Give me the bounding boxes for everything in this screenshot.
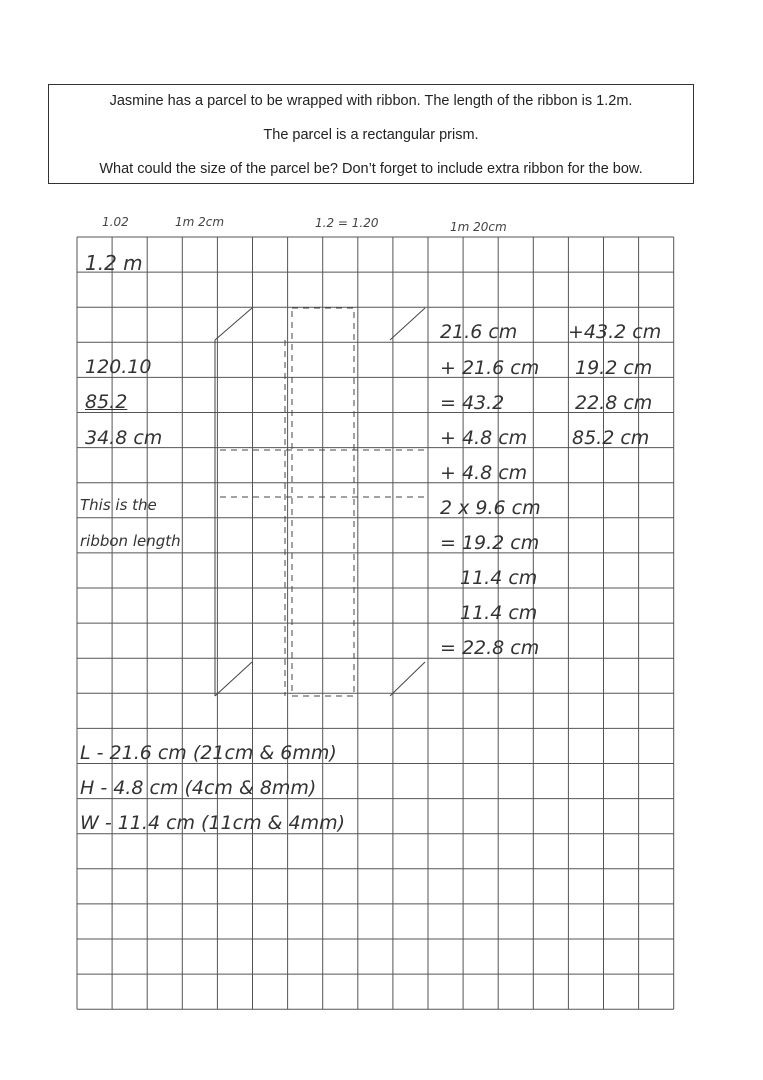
note-1m-20cm: 1m 20cm	[450, 220, 507, 234]
prism-sketch	[215, 308, 425, 696]
note-1-02: 1.02	[102, 215, 129, 229]
task-line-1: Jasmine has a parcel to be wrapped with ribbon. The length of the ribbon is 1.2m.	[109, 93, 633, 109]
note-1-2-equals: 1.2 = 1.20	[315, 216, 379, 230]
calc1-row: + 4.8 cm	[440, 462, 528, 484]
dimension-width: W - 11.4 cm (11cm & 4mm)	[80, 812, 346, 834]
left-ribbon-total: 120.10	[85, 356, 152, 378]
dimension-height: H - 4.8 cm (4cm & 8mm)	[80, 777, 317, 799]
calc2-row: 22.8 cm	[575, 392, 653, 414]
calc1-row: 21.6 cm	[440, 321, 518, 343]
calc2-row: 19.2 cm	[575, 357, 653, 379]
calc1-row: 11.4 cm	[460, 602, 538, 624]
calc1-row: = 19.2 cm	[440, 532, 540, 554]
task-line-2: The parcel is a rectangular prism.	[263, 127, 479, 143]
task-line-3: What could the size of the parcel be? Don’t forget to include extra ribbon for the bow.	[99, 161, 643, 177]
calc1-row: + 21.6 cm	[440, 357, 540, 379]
calc2-row: +43.2 cm	[568, 321, 662, 343]
note-1m-2cm: 1m 2cm	[175, 215, 225, 229]
calc2-row: 85.2 cm	[572, 427, 650, 449]
left-result: 34.8 cm	[85, 427, 163, 449]
left-note-line-1: This is the	[80, 496, 157, 514]
calc1-row: 11.4 cm	[460, 567, 538, 589]
calc1-row: 2 x 9.6 cm	[440, 497, 541, 519]
calc1-row: = 22.8 cm	[440, 637, 540, 659]
left-subtract: 85.2	[85, 391, 128, 413]
left-length: 1.2 m	[85, 251, 143, 275]
left-note-line-2: ribbon length	[80, 532, 181, 550]
calc1-row: = 43.2	[440, 392, 505, 414]
calc1-row: + 4.8 cm	[440, 427, 528, 449]
dimension-length: L - 21.6 cm (21cm & 6mm)	[80, 742, 337, 764]
